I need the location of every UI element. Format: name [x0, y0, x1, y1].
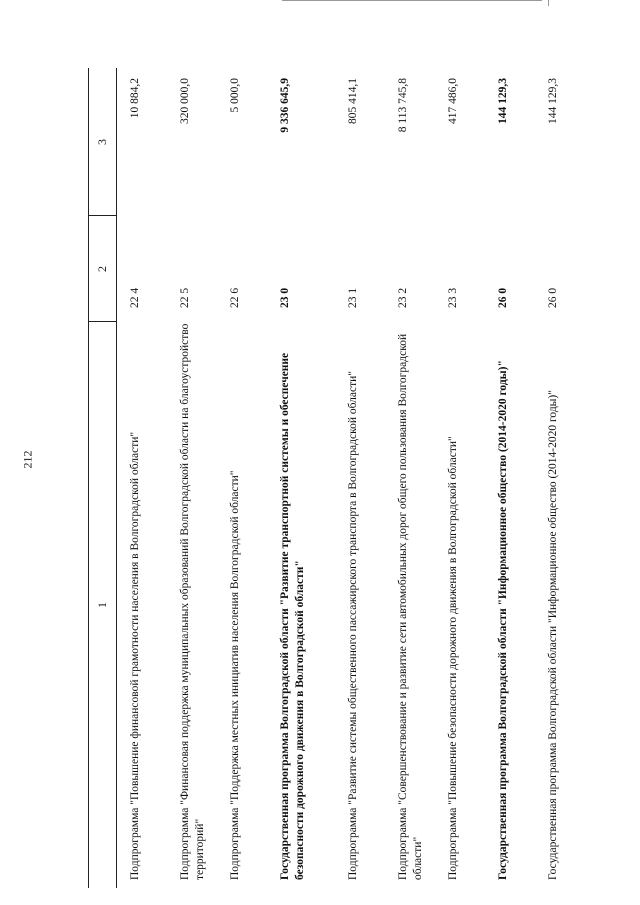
- program-code: 22 5: [179, 287, 191, 308]
- program-name: Подпрограмма "Развитие системы общественного пассажирского транспорта в Волгоградской области": [347, 370, 359, 880]
- program-amount: 10 884,2: [129, 78, 141, 119]
- page-number: 212: [20, 450, 35, 469]
- program-code: 26 0: [497, 287, 509, 308]
- program-name: Подпрограмма "Финансовая поддержка муниципальных образований Волгоградской области на благоустройство территорий": [179, 323, 206, 880]
- top-edge-rule: [282, 0, 542, 1]
- program-code: 26 0: [547, 287, 559, 308]
- program-name: Подпрограмма "Совершенствование и развитие сети автомобильных дорог общего пользования Волгоградской области": [397, 333, 424, 880]
- program-code: 23 3: [447, 287, 459, 308]
- program-code: 22 4: [129, 287, 141, 308]
- program-amount: 805 414,1: [347, 78, 359, 124]
- program-name: Государственная программа Волгоградской области "Информационное общество (2014-2020 годы)": [497, 360, 509, 880]
- table-top-border: [88, 68, 89, 888]
- budget-table: [88, 68, 588, 888]
- program-name: Государственная программа Волгоградской области "Развитие транспортной системы и обеспечение безопасности дорожного движения в Волгоградской области": [279, 352, 306, 880]
- header-bottom-border: [116, 68, 117, 888]
- top-edge-mark: [548, 0, 549, 6]
- program-name: Государственная программа Волгоградской области "Информационное общество (2014-2020 годы)": [547, 390, 559, 880]
- program-amount: 8 113 745,8: [397, 78, 409, 133]
- program-amount: 144 129,3: [547, 78, 559, 124]
- column-header-3: 3: [95, 139, 109, 145]
- program-amount: 9 336 645,9: [279, 78, 291, 133]
- program-amount: 320 000,0: [179, 78, 191, 124]
- program-amount: 144 129,3: [497, 78, 509, 124]
- program-amount: 417 486,0: [447, 78, 459, 124]
- program-name: Подпрограмма "Повышение финансовой грамотности населения в Волгоградской области": [129, 431, 141, 880]
- program-name: Подпрограмма "Повышение безопасности дорожного движения в Волгоградской области": [447, 436, 459, 880]
- program-code: 23 0: [279, 287, 291, 308]
- program-code: 23 2: [397, 287, 409, 308]
- program-name: Подпрограмма "Поддержка местных инициатив населения Волгоградской области": [229, 470, 241, 880]
- column-header-1: 1: [95, 602, 109, 608]
- program-code: 23 1: [347, 287, 359, 308]
- program-code: 22 6: [229, 287, 241, 308]
- column-header-2: 2: [95, 266, 109, 272]
- program-amount: 5 000,0: [229, 78, 241, 113]
